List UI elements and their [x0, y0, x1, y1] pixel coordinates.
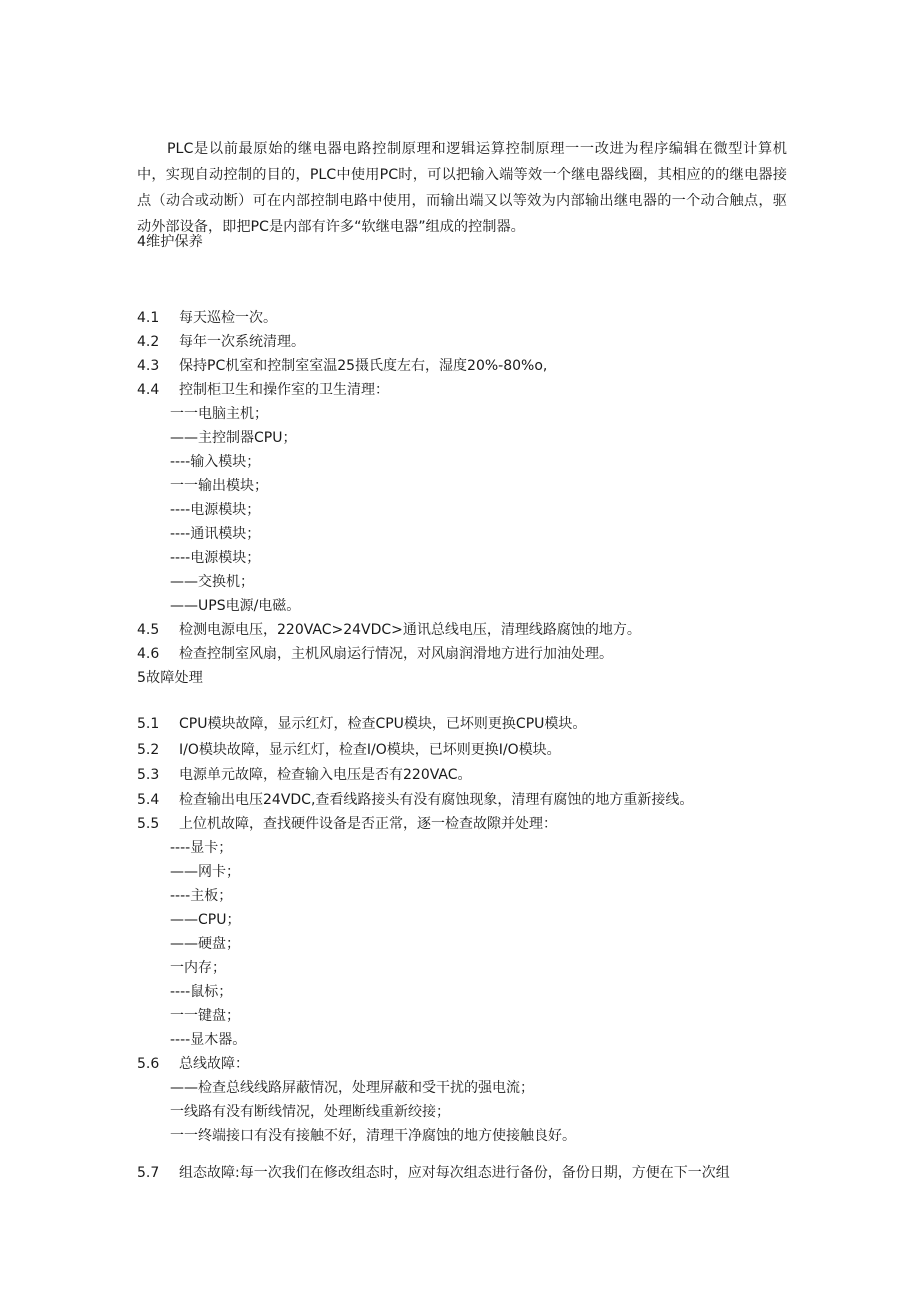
item-text: 保持PC机室和控制室室温25摄氏度左右，湿度20%-80%o,: [179, 358, 548, 374]
item-number: 5.3: [137, 767, 160, 783]
sub-item: ----显木器。: [170, 1032, 247, 1048]
item-4-2: [137, 332, 305, 352]
sub-item: ——硬盘；: [170, 936, 240, 952]
section-4-heading: 4维护保养: [137, 234, 203, 250]
item-text: 检查控制室风扇，主机风扇运行情况，对风扇润滑地方进行加油处理。: [179, 646, 613, 662]
item-text: 检测电源电压，220VAC>24VDC>通讯总线电压，清理线路腐蚀的地方。: [179, 622, 641, 638]
item-number: 5.2: [137, 742, 160, 758]
item-number: 5.6: [137, 1056, 160, 1072]
item-number: 4.1: [137, 310, 160, 326]
sub-item: ——网卡；: [170, 864, 240, 880]
item-text: 控制柜卫生和操作室的卫生清理：: [179, 382, 389, 398]
sub-item: ----鼠标；: [170, 984, 233, 1000]
item-text: 上位机故障，查找硬件设备是否正常，逐一检查故隙并处理：: [179, 816, 557, 832]
item-number: 4.5: [137, 622, 160, 638]
sub-item: ——交换机；: [170, 574, 254, 590]
item-5-6: [137, 1054, 249, 1074]
sub-item: 一内存；: [170, 960, 226, 976]
item-number: 5.1: [137, 716, 160, 732]
item-number: 4.6: [137, 646, 160, 662]
item-number: 5.4: [137, 792, 160, 808]
sub-item: ----主板；: [170, 888, 233, 904]
item-5-7: [137, 1163, 730, 1183]
item-4-4: [137, 380, 389, 400]
sub-item: 一一键盘；: [170, 1008, 240, 1024]
item-5-3: [137, 765, 472, 785]
sub-item: 一线路有没有断线情况，处理断线重新绞接；: [170, 1104, 450, 1120]
sub-item: ----电源模块；: [170, 502, 261, 518]
sub-item: ——检查总线线路屏蔽情况，处理屏蔽和受干扰的强电流；: [170, 1080, 534, 1096]
item-number: 5.5: [137, 816, 160, 832]
intro-paragraph: PLC是以前最原始的继电器电路控制原理和逻辑运算控制原理一一改进为程序编辑在微型计算机中，实现自动控制的目的，PLC中使用PC时，可以把输入端等效一个继电器线圈，其相应的的继电器接点（动合或动断）可在内部控制电路中使用，而输出端又以等效为内部输出继电器的一个动合触点，驱动外部设备，即把PC是内部有许多“软继电器”组成的控制器。: [137, 141, 787, 235]
item-5-1: [137, 714, 586, 734]
sub-item: ----电源模块；: [170, 550, 261, 566]
item-4-6: [137, 644, 613, 664]
sub-item: ----通讯模块；: [170, 526, 261, 542]
sub-item: ——CPU；: [170, 912, 241, 928]
item-text: 每年一次系统清理。: [179, 334, 305, 350]
item-4-1: [137, 308, 277, 328]
item-text: CPU模块故障，显示红灯，检查CPU模块，已坏则更换CPU模块。: [179, 716, 587, 732]
item-4-3: [137, 356, 547, 376]
sub-item: 一一终端接口有没有接触不好，清理干净腐蚀的地方使接触良好。: [170, 1128, 576, 1144]
item-4-5: [137, 620, 641, 640]
item-text: 电源单元故障，检查输入电压是否有220VAC。: [179, 767, 472, 783]
sub-item: ——主控制器CPU；: [170, 430, 297, 446]
item-number: 4.2: [137, 334, 160, 350]
sub-item: ----显卡；: [170, 840, 233, 856]
sub-item: ——UPS电源/电磁。: [170, 598, 301, 614]
item-5-2: [137, 740, 561, 760]
section-5-heading: 5故障处理: [137, 670, 203, 686]
item-text: 每天巡检一次。: [179, 310, 277, 326]
item-text: I/O模块故障，显示红灯，检查I/O模块，已坏则更换I/O模块。: [179, 742, 561, 758]
item-text: 总线故障：: [179, 1056, 249, 1072]
sub-item: 一一输出模块；: [170, 478, 268, 494]
item-number: 4.3: [137, 358, 160, 374]
item-5-4: [137, 790, 693, 810]
item-5-5: [137, 814, 557, 834]
item-text: 组态故障:每一次我们在修改组态时，应对每次组态进行备份，备份日期，方便在下一次组: [179, 1165, 730, 1181]
item-text: 检查输出电压24VDC,查看线路接头有没有腐蚀现象，清理有腐蚀的地方重新接线。: [179, 792, 694, 808]
item-number: 5.7: [137, 1165, 160, 1181]
item-number: 4.4: [137, 382, 160, 398]
sub-item: 一一电脑主机；: [170, 406, 268, 422]
sub-item: ----输入模块；: [170, 454, 261, 470]
